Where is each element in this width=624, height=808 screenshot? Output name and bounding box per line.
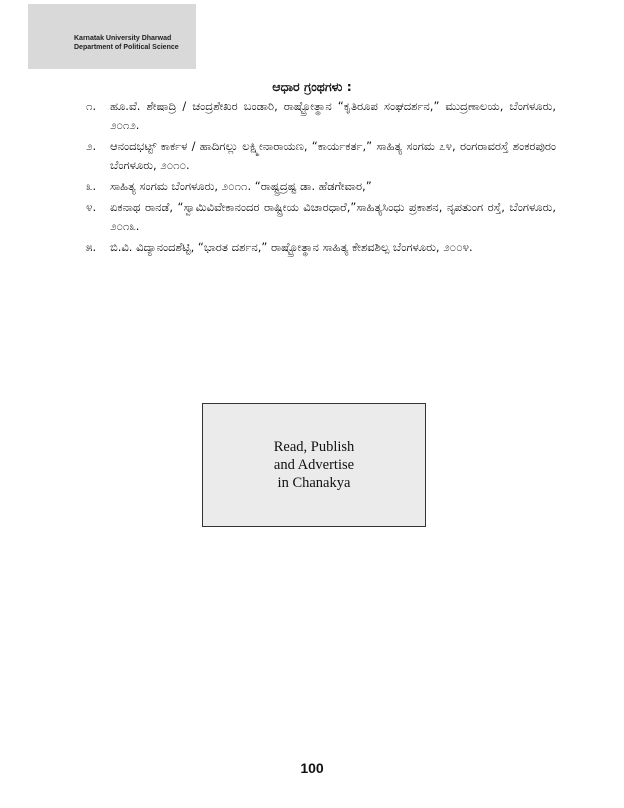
reference-number: ೧. (86, 99, 97, 113)
reference-number: ೩. (86, 179, 97, 193)
reference-text: ಸಾಹಿತ್ಯ ಸಂಗಮ ಬೆಂಗಳೂರು, ೨೦೧೧. “ರಾಷ್ಟ್ರದ್ರಷ್ಟ ಡಾ. ಹೆಡಗೇವಾರ,” (110, 179, 372, 193)
reference-item (86, 238, 556, 257)
reference-number: ೫. (86, 240, 97, 254)
reference-item (86, 137, 556, 175)
reference-text: ಏಕನಾಥ ರಾನಡೆ, “ಸ್ವಾಮಿವಿವೇಕಾನಂದರ ರಾಷ್ಟ್ರೀಯ ವಿಚಾರಧಾರೆ,”ಸಾಹಿತ್ಯಸಿಂಧು ಪ್ರಕಾಶನ, ನೃಪತುಂಗ ರಸ್ತೆ, ಬೆಂಗಳೂರು, ೨೦೧೩. (110, 200, 556, 233)
reference-text: ಹೂ.ವೆ. ಶೇಷಾದ್ರಿ / ಚಂದ್ರಶೇಖರ ಬಂಡಾರಿ, ರಾಷ್ಟ್ರೋತ್ಥಾನ “ಕೃತಿರೂಪ ಸಂಘದರ್ಶನ,” ಮುದ್ರಣಾಲಯ, ಬೆಂಗಳೂರು, ೨೦೧೨. (110, 99, 556, 132)
reference-item (86, 97, 556, 135)
header-box (28, 4, 196, 69)
page-number: 100 (300, 760, 324, 776)
department-name: Department of Political Science (74, 44, 179, 51)
advert-line-1: Read, Publish (273, 439, 355, 455)
advert-box (202, 403, 426, 527)
reference-number: ೨. (86, 139, 97, 153)
advert-line-2: and Advertise (273, 457, 355, 473)
university-name: Karnatak University Dharwad (74, 35, 172, 42)
references-title: ಆಧಾರ ಗ್ರಂಥಗಳು : (272, 79, 352, 94)
advert-line-3: in Chanakya (277, 475, 351, 491)
reference-item (86, 177, 556, 196)
references-list (86, 97, 556, 259)
header-text (74, 34, 179, 52)
reference-number: ೪. (86, 200, 97, 214)
reference-text: ಆನಂದಭಟ್ಟ್ ಕಾರ್ಕಳ / ಹಾದಿಗಲ್ಲು ಲಕ್ಷ್ಮೀನಾರಾಯಣ, “ಕಾರ್ಯಕರ್ತ,” ಸಾಹಿತ್ಯ ಸಂಗಮ ೭೪, ರಂಗರಾವರಸ್ತೆ ಶಂಕರಪುರಂ ಬೆಂಗಳೂರು, ೨೦೧೦. (110, 139, 556, 172)
reference-item (86, 198, 556, 236)
reference-text: ಬಿ.ವಿ. ವಿದ್ಯಾನಂದಶೆಟ್ಟಿ, “ಭಾರತ ದರ್ಶನ,” ರಾಷ್ಟ್ರೋತ್ಥಾನ ಸಾಹಿತ್ಯ ಕೇಶವಶಿಲ್ಪ ಬೆಂಗಳೂರು, ೨೦೦೪. (110, 240, 473, 254)
